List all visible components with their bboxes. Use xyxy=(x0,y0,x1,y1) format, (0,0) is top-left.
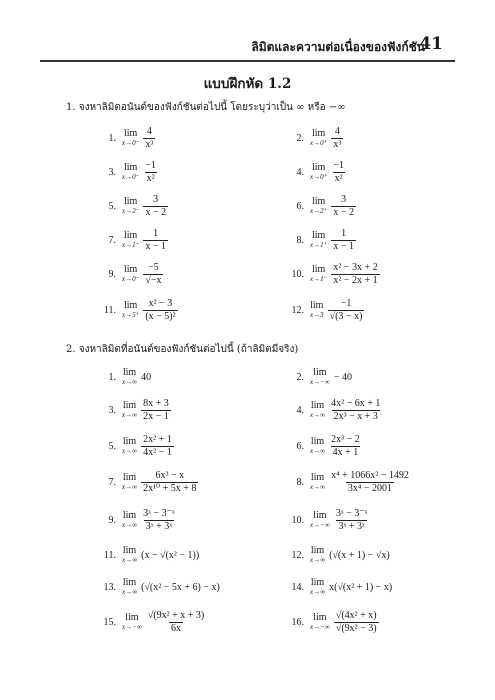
limit-subscript: x→∞ xyxy=(310,411,326,419)
limit-subscript: x→∞ xyxy=(310,588,326,596)
numerator: −5 xyxy=(148,262,159,273)
exercise-number: 14. xyxy=(291,581,304,593)
denominator: x − 1 xyxy=(145,240,166,252)
exercise-number: 10. xyxy=(291,268,304,280)
exercise-item xyxy=(100,508,177,532)
exercise-item xyxy=(288,578,392,596)
expression: 40 xyxy=(141,371,152,383)
exercise-item xyxy=(100,228,168,252)
limit-operator xyxy=(310,437,325,455)
limit-operator xyxy=(122,613,142,631)
exercise-item xyxy=(100,126,155,150)
exercise-item xyxy=(288,546,390,564)
limit-word: lim xyxy=(310,300,324,311)
exercise-item xyxy=(100,610,206,634)
fraction xyxy=(334,508,370,532)
limit-subscript: x→∞ xyxy=(310,483,326,491)
limit-subscript: x→∞ xyxy=(122,588,138,596)
limit-word: lim xyxy=(123,264,138,275)
denominator: 2x¹⁰ + 5x + 8 xyxy=(143,482,197,494)
fraction xyxy=(143,298,177,322)
exercise-number: 8. xyxy=(296,234,304,246)
limit-operator xyxy=(122,578,137,596)
exercise-item xyxy=(288,160,346,184)
exercise-item xyxy=(100,368,151,386)
limit-word: lim xyxy=(310,436,325,447)
denominator: x² − 2x + 1 xyxy=(333,274,378,286)
limit-subscript: x→2⁺ xyxy=(310,207,328,215)
exercise-item xyxy=(100,578,220,596)
header-title: ลิมิตและความต่อเนื่องของฟังก์ชัน xyxy=(251,40,425,54)
limit-subscript: x→5⁺ xyxy=(122,311,140,319)
limit-subscript: x→−∞ xyxy=(310,623,330,631)
limit-word: lim xyxy=(122,472,137,483)
exercise-item xyxy=(288,508,370,532)
limit-word: lim xyxy=(123,128,138,139)
limit-subscript: x→1⁻ xyxy=(310,275,328,283)
denominator: 4x² − 1 xyxy=(143,446,172,458)
denominator: √(9x² − 3) xyxy=(335,622,377,634)
numerator: 3 xyxy=(153,194,159,205)
limit-word: lim xyxy=(310,545,325,556)
numerator: 2x³ − 2 xyxy=(331,434,360,445)
limit-operator xyxy=(310,129,327,147)
limit-word: lim xyxy=(313,367,327,378)
exercise-number: 12. xyxy=(291,304,304,316)
denominator: 3x⁴ − 2001 xyxy=(347,482,393,494)
numerator: 8x + 3 xyxy=(143,398,169,409)
limit-operator xyxy=(122,368,137,386)
exercise-number: 5. xyxy=(108,440,116,452)
exercise-item xyxy=(288,126,343,150)
numerator: x² − 3 xyxy=(148,298,173,309)
denominator: x − 2 xyxy=(333,206,354,218)
limit-word: lim xyxy=(313,510,327,521)
exercise-number: 3. xyxy=(108,404,116,416)
limit-word: lim xyxy=(311,230,326,241)
limit-operator xyxy=(310,511,330,529)
exercise-item xyxy=(100,194,168,218)
limit-subscript: x→∞ xyxy=(122,378,138,386)
numerator: 3 xyxy=(341,194,347,205)
limit-subscript: x→∞ xyxy=(122,556,138,564)
exercise-number: 4. xyxy=(296,404,304,416)
numerator: −1 xyxy=(145,160,156,171)
exercise-number: 6. xyxy=(296,440,304,452)
denominator: x − 1 xyxy=(333,240,354,252)
limit-operator xyxy=(122,265,139,283)
exercise-number: 7. xyxy=(108,234,116,246)
exercise-item xyxy=(288,298,364,322)
numerator: √(4x² + x) xyxy=(335,610,377,621)
exercise-number: 5. xyxy=(108,200,116,212)
exercise-number: 12. xyxy=(291,549,304,561)
limit-word: lim xyxy=(122,436,137,447)
numerator: √(9x² + x + 3) xyxy=(147,610,205,621)
limit-word: lim xyxy=(311,196,326,207)
limit-subscript: x→−∞ xyxy=(122,623,142,631)
numerator: 1 xyxy=(341,228,347,239)
numerator: 4 xyxy=(146,126,152,137)
exercise-item xyxy=(100,398,171,422)
exercise-item xyxy=(288,194,356,218)
exercise-number: 11. xyxy=(103,549,116,561)
limit-operator xyxy=(310,546,325,564)
exercise-number: 1. xyxy=(108,371,116,383)
page-number: 41 xyxy=(419,34,443,54)
exercise-item xyxy=(288,228,356,252)
fraction xyxy=(331,228,356,252)
limit-subscript: x→∞ xyxy=(122,411,138,419)
header-rule xyxy=(40,60,455,62)
numerator: −1 xyxy=(333,160,344,171)
part1-instruction: 1. จงหาลิมิตอนันต์ของฟังก์ชันต่อไปนี้ โดยระบุว่าเป็น ∞ หรือ −∞ xyxy=(66,102,346,113)
limit-subscript: x→∞ xyxy=(122,521,138,529)
denominator: 4x + 1 xyxy=(332,446,359,458)
fraction xyxy=(143,262,163,286)
limit-operator xyxy=(310,197,327,215)
exercise-number: 7. xyxy=(108,476,116,488)
denominator: 6x xyxy=(171,622,182,634)
limit-subscript: x→∞ xyxy=(122,447,138,455)
exercise-number: 10. xyxy=(291,514,304,526)
limit-operator xyxy=(310,301,324,319)
fraction xyxy=(143,126,155,150)
exercise-number: 4. xyxy=(296,166,304,178)
numerator: 3ˣ − 3⁻ˣ xyxy=(335,508,368,519)
limit-word: lim xyxy=(125,612,139,623)
limit-subscript: x→∞ xyxy=(122,483,138,491)
exercise-item xyxy=(100,434,174,458)
limit-word: lim xyxy=(122,400,137,411)
expression: − 40 xyxy=(333,371,352,383)
limit-subscript: x→0⁻ xyxy=(122,173,140,181)
limit-operator xyxy=(310,613,330,631)
limit-word: lim xyxy=(123,230,138,241)
limit-word: lim xyxy=(313,612,327,623)
limit-operator xyxy=(310,231,327,249)
exercise-item xyxy=(100,160,158,184)
exercise-number: 8. xyxy=(296,476,304,488)
denominator: 3ˣ + 3ˣ xyxy=(145,520,173,532)
denominator: x³ xyxy=(145,138,154,150)
denominator: 2x − 1 xyxy=(143,410,169,422)
section-title: แบบฝึกหัด 1.2 xyxy=(203,76,292,92)
limit-operator xyxy=(310,368,330,386)
limit-word: lim xyxy=(122,367,137,378)
limit-operator xyxy=(310,401,325,419)
exercise-item xyxy=(288,262,380,286)
limit-subscript: x→2⁻ xyxy=(122,207,140,215)
exercise-number: 9. xyxy=(108,514,116,526)
limit-subscript: x→1⁺ xyxy=(310,241,328,249)
numerator: 1 xyxy=(153,228,159,239)
limit-operator xyxy=(122,401,137,419)
denominator: x³ xyxy=(333,138,342,150)
exercise-number: 3. xyxy=(108,166,116,178)
limit-word: lim xyxy=(310,472,325,483)
fraction xyxy=(141,470,198,494)
limit-subscript: x→0⁻ xyxy=(122,139,140,147)
expression: (√(x² − 5x + 6) − x) xyxy=(141,581,220,593)
limit-subscript: x→∞ xyxy=(310,447,326,455)
fraction xyxy=(143,160,158,184)
exercise-number: 9. xyxy=(108,268,116,280)
fraction xyxy=(331,194,356,218)
limit-word: lim xyxy=(311,162,326,173)
fraction xyxy=(328,298,365,322)
numerator: x⁴ + 1066x² − 1492 xyxy=(331,470,409,481)
denominator: 2x³ − x + 3 xyxy=(333,410,378,422)
fraction xyxy=(329,398,382,422)
denominator: 3ˣ + 3ˣ xyxy=(338,520,365,532)
fraction xyxy=(334,610,379,634)
limit-operator xyxy=(310,578,325,596)
exercise-item xyxy=(100,470,198,494)
limit-operator xyxy=(122,473,137,491)
numerator: 3ˣ − 3⁻ˣ xyxy=(143,508,175,519)
exercise-number: 11. xyxy=(103,304,116,316)
denominator: √(3 − x) xyxy=(329,310,363,322)
limit-operator xyxy=(310,163,327,181)
limit-word: lim xyxy=(123,162,138,173)
limit-operator xyxy=(122,197,139,215)
limit-subscript: x→∞ xyxy=(310,556,326,564)
limit-word: lim xyxy=(122,577,137,588)
limit-operator xyxy=(122,546,137,564)
limit-subscript: x→0⁻ xyxy=(122,275,140,283)
fraction xyxy=(329,434,362,458)
exercise-number: 6. xyxy=(296,200,304,212)
limit-word: lim xyxy=(310,400,325,411)
numerator: 4x² − 6x + 1 xyxy=(331,398,381,409)
denominator: (x − 5)² xyxy=(145,310,176,322)
part2-instruction: 2. จงหาลิมิตที่อนันต์ของฟังก์ชันต่อไปนี้ (ถ้าลิมิตมีจริง) xyxy=(66,344,299,355)
page-header xyxy=(0,30,495,60)
limit-word: lim xyxy=(123,300,138,311)
numerator: 6x³ − x xyxy=(155,470,185,481)
limit-subscript: x→3 xyxy=(310,311,324,319)
fraction xyxy=(143,228,168,252)
exercise-number: 15. xyxy=(103,616,116,628)
exercise-number: 13. xyxy=(103,581,116,593)
exercise-item xyxy=(100,298,178,322)
denominator: x² xyxy=(146,172,155,184)
limit-operator xyxy=(122,511,137,529)
limit-word: lim xyxy=(123,196,138,207)
exercise-number: 16. xyxy=(291,616,304,628)
numerator: x² − 3x + 2 xyxy=(333,262,378,273)
fraction xyxy=(331,160,346,184)
exercise-item xyxy=(288,610,379,634)
expression: x(√(x² + 1) − x) xyxy=(329,581,393,593)
expression: (√(x + 1) − √x) xyxy=(329,549,390,561)
denominator: √−x xyxy=(145,274,162,286)
limit-word: lim xyxy=(122,545,137,556)
exercise-item xyxy=(100,546,199,564)
exercise-number: 2. xyxy=(296,132,304,144)
fraction xyxy=(141,508,177,532)
exercise-item xyxy=(288,434,362,458)
fraction xyxy=(141,434,174,458)
limit-subscript: x→0⁺ xyxy=(310,139,328,147)
limit-word: lim xyxy=(122,510,137,521)
numerator: 4 xyxy=(334,126,340,137)
limit-operator xyxy=(310,265,327,283)
limit-subscript: x→−∞ xyxy=(310,521,330,529)
limit-operator xyxy=(310,473,325,491)
limit-subscript: x→−∞ xyxy=(310,378,330,386)
fraction xyxy=(146,610,206,634)
fraction xyxy=(329,470,411,494)
limit-subscript: x→1⁻ xyxy=(122,241,140,249)
exercise-number: 1. xyxy=(108,132,116,144)
fraction xyxy=(141,398,171,422)
fraction xyxy=(331,262,379,286)
fraction xyxy=(143,194,168,218)
fraction xyxy=(331,126,343,150)
exercise-item xyxy=(100,262,163,286)
limit-operator xyxy=(122,301,139,319)
limit-operator xyxy=(122,231,139,249)
limit-subscript: x→0⁺ xyxy=(310,173,328,181)
exercise-item xyxy=(288,398,382,422)
limit-operator xyxy=(122,129,139,147)
exercise-item xyxy=(288,470,411,494)
denominator: x − 2 xyxy=(145,206,166,218)
limit-operator xyxy=(122,163,139,181)
limit-word: lim xyxy=(310,577,325,588)
exercise-number: 2. xyxy=(296,371,304,383)
exercise-item xyxy=(288,368,352,386)
numerator: 2x² + 1 xyxy=(143,434,172,445)
numerator: −1 xyxy=(340,298,352,309)
limit-word: lim xyxy=(311,128,326,139)
expression: (x − √(x² − 1)) xyxy=(141,549,200,561)
denominator: x² xyxy=(334,172,343,184)
limit-word: lim xyxy=(311,264,326,275)
limit-operator xyxy=(122,437,137,455)
